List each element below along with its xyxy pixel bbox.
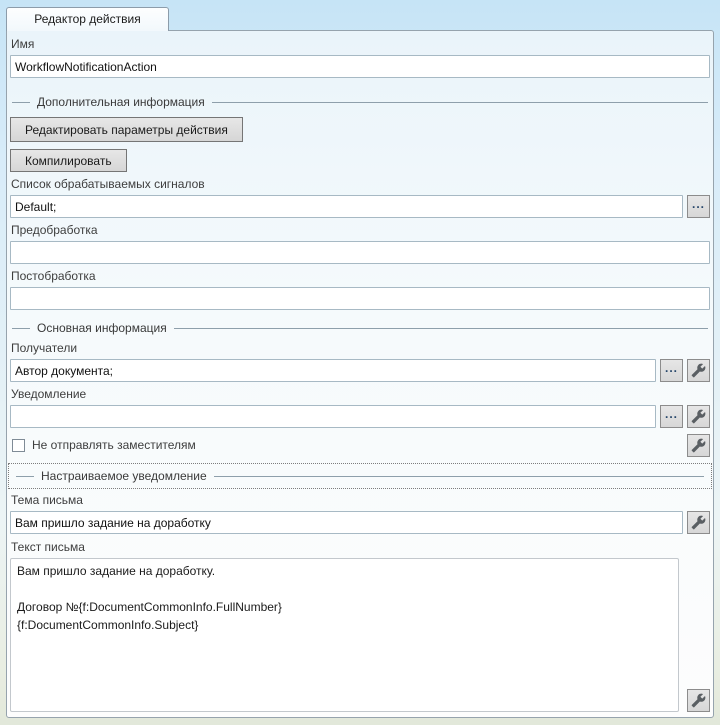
preprocess-label: Предобработка (11, 223, 98, 237)
recipients-label: Получатели (11, 341, 78, 355)
group-header-main (10, 320, 710, 336)
group-header-line (174, 328, 708, 329)
recipients-row (10, 359, 710, 382)
notification-label: Уведомление (11, 387, 87, 401)
group-header-custom-title: Настраиваемое уведомление (41, 469, 207, 483)
signals-label: Список обрабатываемых сигналов (11, 177, 205, 191)
subject-row (10, 511, 710, 534)
wrench-icon (691, 438, 706, 453)
body-row (10, 558, 710, 712)
notification-row (10, 405, 710, 428)
group-header-dash (12, 328, 30, 329)
recipients-input[interactable] (10, 359, 656, 382)
signals-row (10, 195, 710, 218)
preprocess-input[interactable] (10, 241, 710, 264)
custom-notification-groupbox (8, 463, 712, 489)
postprocess-label: Постобработка (11, 269, 96, 283)
edit-params-button[interactable]: Редактировать параметры действия (10, 117, 243, 142)
body-label: Текст письма (11, 540, 85, 554)
subject-label: Тема письма (11, 493, 83, 507)
skip-deputies-checkbox[interactable] (12, 439, 25, 452)
name-label: Имя (11, 37, 35, 51)
group-header-custom-notification (14, 468, 706, 484)
notification-browse-button[interactable] (660, 405, 683, 428)
notification-advanced-button[interactable] (687, 405, 710, 428)
ellipsis-icon: ... (691, 196, 705, 211)
ellipsis-icon: ... (664, 406, 678, 421)
checkbox-advanced-button[interactable] (687, 434, 710, 457)
notification-input[interactable] (10, 405, 656, 428)
tab-label: Редактор действия (34, 12, 141, 26)
group-header-line (212, 102, 708, 103)
group-header-additional-title: Дополнительная информация (37, 95, 205, 109)
wrench-icon (691, 515, 706, 530)
group-header-line (214, 476, 704, 477)
subject-input[interactable] (10, 511, 683, 534)
body-textarea[interactable] (10, 558, 679, 712)
group-header-dash (16, 476, 34, 477)
tab-action-editor[interactable] (6, 7, 169, 31)
signals-input[interactable] (10, 195, 683, 218)
signals-browse-button[interactable] (687, 195, 710, 218)
compile-button[interactable]: Компилировать (10, 149, 127, 172)
ellipsis-icon: ... (664, 360, 678, 375)
postprocess-input[interactable] (10, 287, 710, 310)
subject-advanced-button[interactable] (687, 511, 710, 534)
wrench-icon (691, 693, 706, 708)
recipients-browse-button[interactable] (660, 359, 683, 382)
skip-deputies-label: Не отправлять заместителям (32, 438, 196, 452)
wrench-icon (691, 409, 706, 424)
group-header-additional (10, 94, 710, 110)
recipients-advanced-button[interactable] (687, 359, 710, 382)
body-advanced-button[interactable] (687, 689, 710, 712)
group-header-dash (12, 102, 30, 103)
group-header-main-title: Основная информация (37, 321, 167, 335)
name-input[interactable] (10, 55, 710, 78)
skip-deputies-row (10, 433, 710, 457)
wrench-icon (691, 363, 706, 378)
editor-panel (6, 30, 714, 718)
